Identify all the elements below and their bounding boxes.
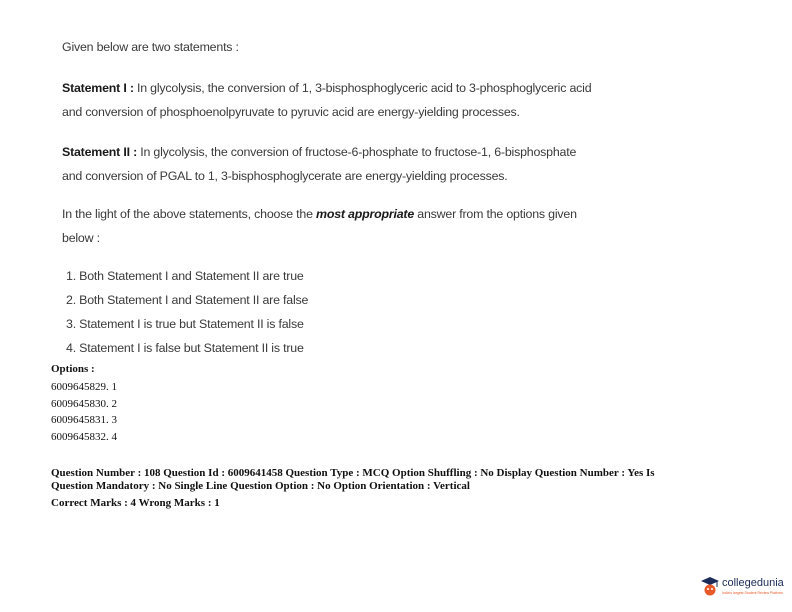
answer-option-3: 3. Statement I is true but Statement II is false: [66, 317, 304, 331]
option-id-3: 6009645831. 3: [51, 414, 117, 426]
option-id-list: [51, 379, 117, 445]
collegedunia-logo: [700, 572, 792, 602]
instruction-line2: below :: [62, 231, 100, 245]
option-id-1: 6009645829. 1: [51, 381, 117, 393]
statement-2-line2: and conversion of PGAL to 1, 3-bisphosphoglycerate are energy-yielding processes.: [62, 169, 508, 183]
instruction: [62, 202, 582, 250]
options-label: Options :: [51, 363, 95, 375]
marks-info: Correct Marks : 4 Wrong Marks : 1: [51, 497, 220, 509]
logo-tagline: India's largest Student Review Platform: [722, 591, 783, 595]
answer-options: [66, 264, 308, 360]
statement-1-line2: and conversion of phosphoenolpyruvate to pyruvic acid are energy-yielding processes.: [62, 105, 520, 119]
statement-2: [62, 140, 602, 188]
question-metadata-line2: Question Mandatory : No Single Line Question Option : No Option Orientation : Vertical: [51, 480, 470, 492]
instruction-emphasis: most appropriate: [316, 207, 415, 221]
statement-1: [62, 76, 602, 124]
answer-option-1: 1. Both Statement I and Statement II are true: [66, 269, 304, 283]
graduate-cap-icon: [700, 574, 720, 598]
statement-2-line1: In glycolysis, the conversion of fructose-6-phosphate to fructose-1, 6-bisphosphate: [137, 145, 577, 159]
instruction-before: In the light of the above statements, choose the: [62, 207, 317, 221]
statement-1-line1: In glycolysis, the conversion of 1, 3-bisphosphoglyceric acid to 3-phosphoglyceric acid: [133, 81, 592, 95]
logo-name: collegedunia: [722, 577, 784, 589]
question-metadata-line1: Question Number : 108 Question Id : 6009641458 Question Type : MCQ Option Shuffling : No Display Question Number : Yes Is: [51, 467, 655, 479]
question-intro: Given below are two statements :: [62, 40, 239, 54]
answer-option-2: 2. Both Statement I and Statement II are false: [66, 293, 309, 307]
question-metadata: [51, 467, 751, 493]
statement-2-label: Statement II :: [62, 145, 137, 159]
instruction-after: answer from the options given: [414, 207, 577, 221]
option-id-2: 6009645830. 2: [51, 397, 117, 410]
answer-option-4: 4. Statement I is false but Statement II is true: [66, 341, 304, 355]
option-id-4: 6009645832. 4: [51, 430, 117, 443]
statement-1-label: Statement I :: [62, 81, 134, 95]
